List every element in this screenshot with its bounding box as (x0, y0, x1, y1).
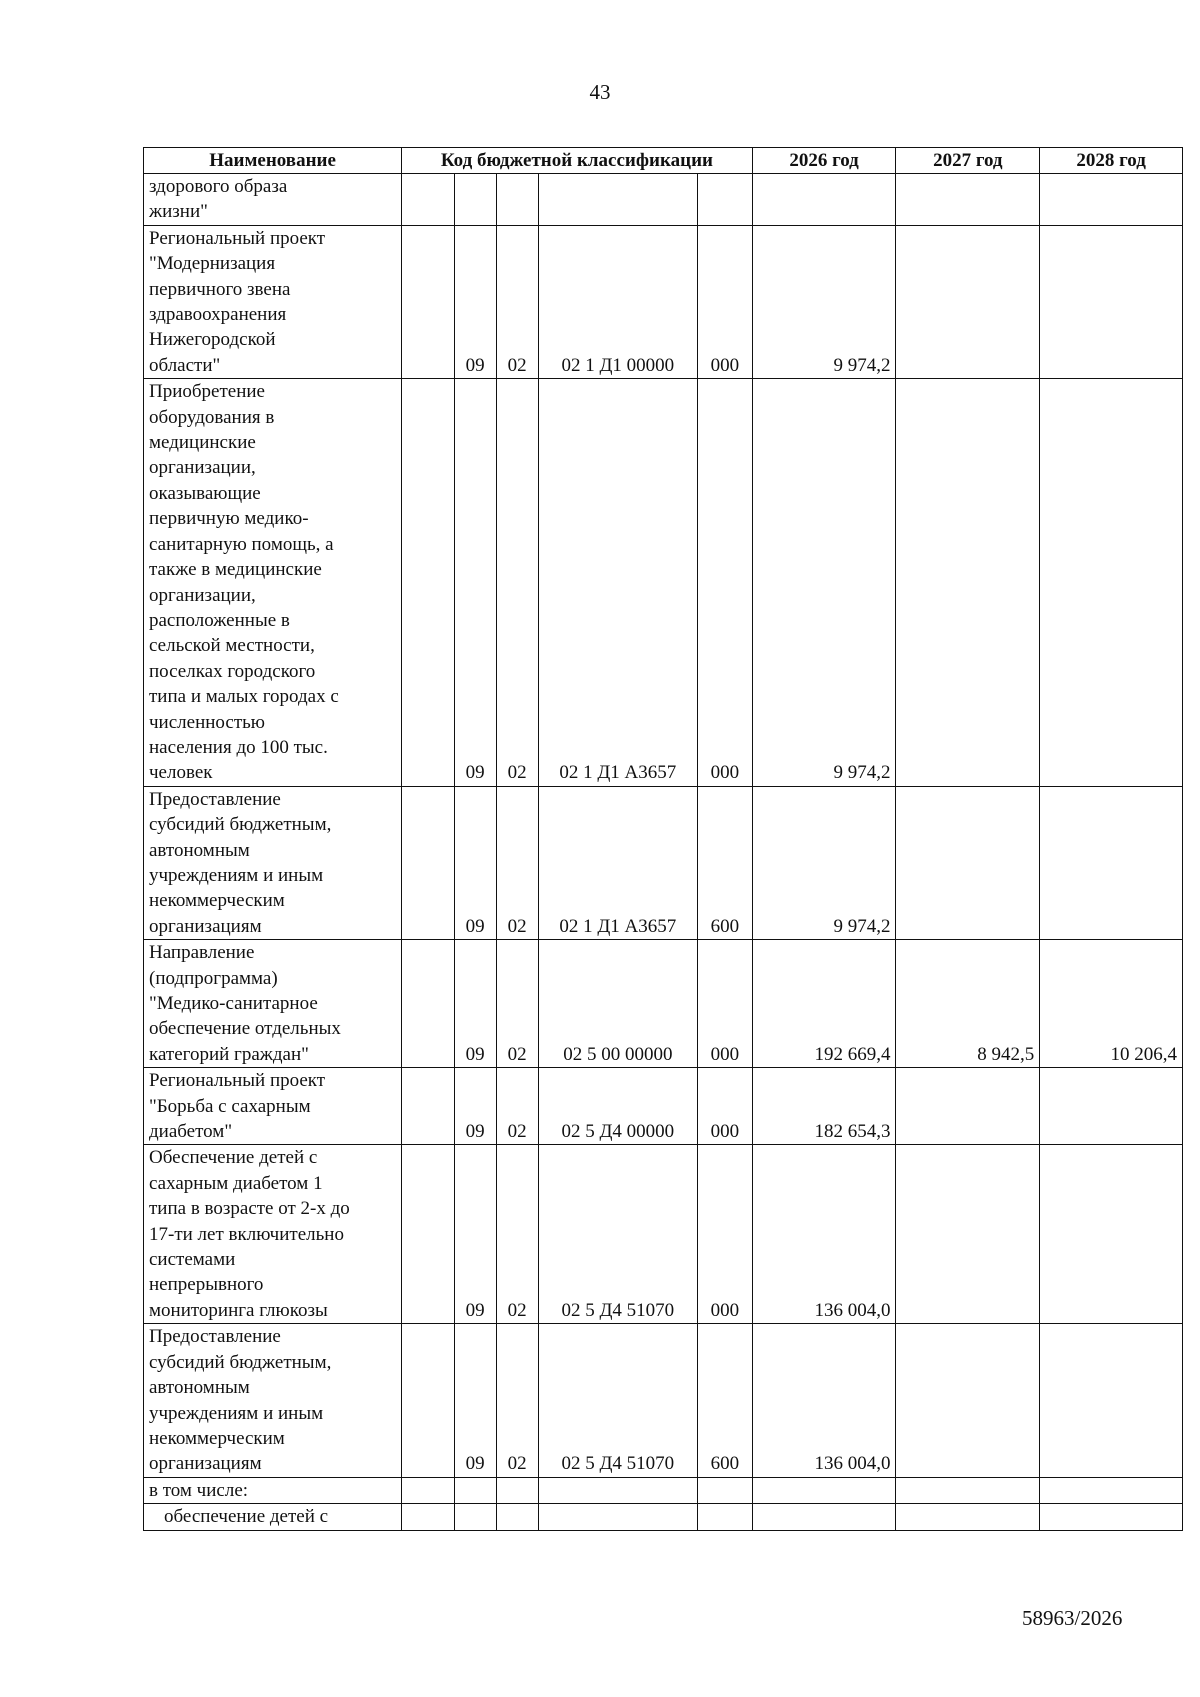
expense-type-code: 000 (698, 940, 753, 1068)
row-name-line: (подпрограмма) (149, 967, 278, 989)
section-code: 09 (454, 225, 496, 378)
row-name (144, 940, 402, 1068)
row-name-line: Региональный проект (149, 1070, 326, 1092)
code-spacer-cell (402, 1145, 454, 1324)
row-name (144, 1477, 402, 1503)
page-number: 43 (589, 80, 611, 104)
row-name-line: оказывающие (149, 482, 261, 504)
code-spacer-cell (402, 1068, 454, 1145)
row-name-line: оборудования в (149, 406, 275, 428)
row-name-line: медицинские (149, 432, 256, 454)
row-name-line: организациям (149, 915, 262, 937)
row-name (144, 1145, 402, 1324)
row-name-line: 17-ти лет включительно (149, 1223, 344, 1245)
row-name-line: типа и малых городах с (149, 686, 339, 708)
row-name-line: первичную медико- (149, 508, 309, 530)
code-spacer-cell (402, 1477, 454, 1503)
row-name-line: области" (149, 354, 221, 376)
section-code: 09 (454, 1324, 496, 1477)
amount-2028 (1040, 1324, 1183, 1477)
table-row (144, 225, 1183, 378)
amount-2027 (896, 225, 1040, 378)
target-article-code: 02 5 Д4 00000 (538, 1068, 698, 1145)
subsection-code (496, 174, 538, 226)
target-article-code: 02 1 Д1 А3657 (538, 786, 698, 939)
section-code: 09 (454, 379, 496, 787)
amount-2028 (1040, 379, 1183, 787)
target-article-code: 02 5 Д4 51070 (538, 1145, 698, 1324)
expense-type-code (698, 174, 753, 226)
row-name-line: расположенные в (149, 609, 290, 631)
row-name-line: "Борьба с сахарным (149, 1095, 311, 1117)
section-code (454, 1477, 496, 1503)
row-name-line: также в медицинские (149, 559, 322, 581)
target-article-code (538, 1477, 698, 1503)
amount-2026: 136 004,0 (752, 1324, 896, 1477)
row-name-line: Предоставление (149, 788, 281, 810)
amount-2026 (752, 174, 896, 226)
table-row (144, 1145, 1183, 1324)
table-row (144, 1504, 1183, 1530)
row-name-line: субсидий бюджетным, (149, 1351, 332, 1373)
target-article-code: 02 5 00 00000 (538, 940, 698, 1068)
subsection-code: 02 (496, 786, 538, 939)
amount-2027 (896, 1504, 1040, 1530)
subsection-code (496, 1504, 538, 1530)
row-name-line: численностью (149, 711, 265, 733)
section-code: 09 (454, 940, 496, 1068)
row-name-line: поселках городского (149, 660, 316, 682)
row-name-line: типа в возрасте от 2-х до (149, 1198, 350, 1220)
expense-type-code: 000 (698, 1145, 753, 1324)
code-spacer-cell (402, 379, 454, 787)
row-name-line: здравоохранения (149, 304, 287, 326)
amount-2028 (1040, 225, 1183, 378)
amount-2028 (1040, 1145, 1183, 1324)
amount-2028 (1040, 174, 1183, 226)
header-2028: 2028 год (1040, 148, 1183, 174)
amount-2027 (896, 379, 1040, 787)
row-name-line: организации, (149, 584, 256, 606)
expense-type-code (698, 1504, 753, 1530)
row-name-line: автономным (149, 839, 250, 861)
target-article-code: 02 1 Д1 А3657 (538, 379, 698, 787)
row-name-line: человек (149, 762, 213, 784)
table-row (144, 786, 1183, 939)
row-name-line: здорового образа (149, 176, 288, 197)
amount-2028: 10 206,4 (1040, 940, 1183, 1068)
amount-2026 (752, 1504, 896, 1530)
row-name-line: сельской местности, (149, 635, 315, 657)
header-name: Наименование (144, 148, 402, 174)
subsection-code: 02 (496, 1324, 538, 1477)
section-code (454, 1504, 496, 1530)
amount-2027 (896, 1145, 1040, 1324)
header-2026: 2026 год (752, 148, 896, 174)
row-name-line: учреждениям и иным (149, 1402, 324, 1424)
row-name-line: в том числе: (149, 1479, 249, 1501)
row-name-line: непрерывного (149, 1274, 264, 1296)
row-name-line: организациям (149, 1453, 262, 1475)
row-name (144, 225, 402, 378)
row-name (144, 1324, 402, 1477)
row-name (144, 174, 402, 226)
header-2027: 2027 год (896, 148, 1040, 174)
code-spacer-cell (402, 1324, 454, 1477)
subsection-code: 02 (496, 225, 538, 378)
header-row (144, 148, 1183, 174)
expense-type-code: 000 (698, 225, 753, 378)
amount-2027 (896, 1068, 1040, 1145)
row-name-line: Нижегородской (149, 329, 276, 351)
amount-2026: 9 974,2 (752, 379, 896, 787)
row-name-line: населения до 100 тыс. (149, 736, 328, 758)
header-code: Код бюджетной классификации (402, 148, 753, 174)
code-spacer-cell (402, 940, 454, 1068)
amount-2027: 8 942,5 (896, 940, 1040, 1068)
amount-2028 (1040, 1477, 1183, 1503)
table-row (144, 940, 1183, 1068)
amount-2027 (896, 174, 1040, 226)
amount-2027 (896, 1324, 1040, 1477)
row-name-line: системами (149, 1249, 236, 1271)
row-name-line: санитарную помощь, а (149, 533, 334, 555)
amount-2026: 182 654,3 (752, 1068, 896, 1145)
row-name-line: первичного звена (149, 278, 291, 300)
target-article-code: 02 1 Д1 00000 (538, 225, 698, 378)
document-number: 58963/2026 (1022, 1606, 1123, 1630)
row-name-line: учреждениям и иным (149, 864, 324, 886)
row-name-line: категорий граждан" (149, 1043, 309, 1065)
row-name-line: Обеспечение детей с (149, 1147, 318, 1169)
row-name-line: Предоставление (149, 1326, 281, 1348)
row-name (144, 1068, 402, 1145)
budget-table (143, 147, 1183, 1531)
code-spacer-cell (402, 786, 454, 939)
code-spacer-cell (402, 1504, 454, 1530)
row-name-line: обеспечение детей с (164, 1506, 329, 1528)
amount-2027 (896, 786, 1040, 939)
row-name-line: некоммерческим (149, 890, 285, 912)
table-body (144, 174, 1183, 1531)
expense-type-code: 000 (698, 379, 753, 787)
row-name-line: Направление (149, 942, 255, 964)
expense-type-code: 600 (698, 786, 753, 939)
amount-2026: 192 669,4 (752, 940, 896, 1068)
code-spacer-cell (402, 174, 454, 226)
amount-2026: 9 974,2 (752, 225, 896, 378)
row-name-line: "Модернизация (149, 253, 276, 275)
table-row (144, 1068, 1183, 1145)
subsection-code (496, 1477, 538, 1503)
target-article-code (538, 174, 698, 226)
section-code: 09 (454, 786, 496, 939)
row-name-line: организации, (149, 457, 256, 479)
target-article-code: 02 5 Д4 51070 (538, 1324, 698, 1477)
amount-2028 (1040, 1068, 1183, 1145)
amount-2026: 9 974,2 (752, 786, 896, 939)
row-name-line: Приобретение (149, 381, 265, 403)
amount-2028 (1040, 786, 1183, 939)
table-row (144, 174, 1183, 226)
table-row (144, 1324, 1183, 1477)
row-name-line: "Медико-санитарное (149, 993, 318, 1014)
subsection-code: 02 (496, 940, 538, 1068)
row-name-line: автономным (149, 1377, 250, 1399)
row-name-line: Региональный проект (149, 227, 326, 249)
section-code: 09 (454, 1145, 496, 1324)
amount-2026 (752, 1477, 896, 1503)
target-article-code (538, 1504, 698, 1530)
amount-2026: 136 004,0 (752, 1145, 896, 1324)
row-name (144, 379, 402, 787)
row-name-line: некоммерческим (149, 1427, 285, 1449)
row-name (144, 1504, 402, 1530)
table-row (144, 379, 1183, 787)
table-row (144, 1477, 1183, 1503)
section-code (454, 174, 496, 226)
expense-type-code (698, 1477, 753, 1503)
row-name-line: обеспечение отдельных (149, 1018, 341, 1040)
expense-type-code: 600 (698, 1324, 753, 1477)
subsection-code: 02 (496, 1145, 538, 1324)
amount-2028 (1040, 1504, 1183, 1530)
amount-2027 (896, 1477, 1040, 1503)
row-name-line: диабетом" (149, 1121, 233, 1143)
row-name-line: сахарным диабетом 1 (149, 1172, 323, 1194)
row-name (144, 786, 402, 939)
subsection-code: 02 (496, 379, 538, 787)
expense-type-code: 000 (698, 1068, 753, 1145)
section-code: 09 (454, 1068, 496, 1145)
subsection-code: 02 (496, 1068, 538, 1145)
row-name-line: субсидий бюджетным, (149, 814, 332, 836)
row-name-line: жизни" (149, 201, 208, 223)
row-name-line: мониторинга глюкозы (149, 1299, 328, 1321)
code-spacer-cell (402, 225, 454, 378)
